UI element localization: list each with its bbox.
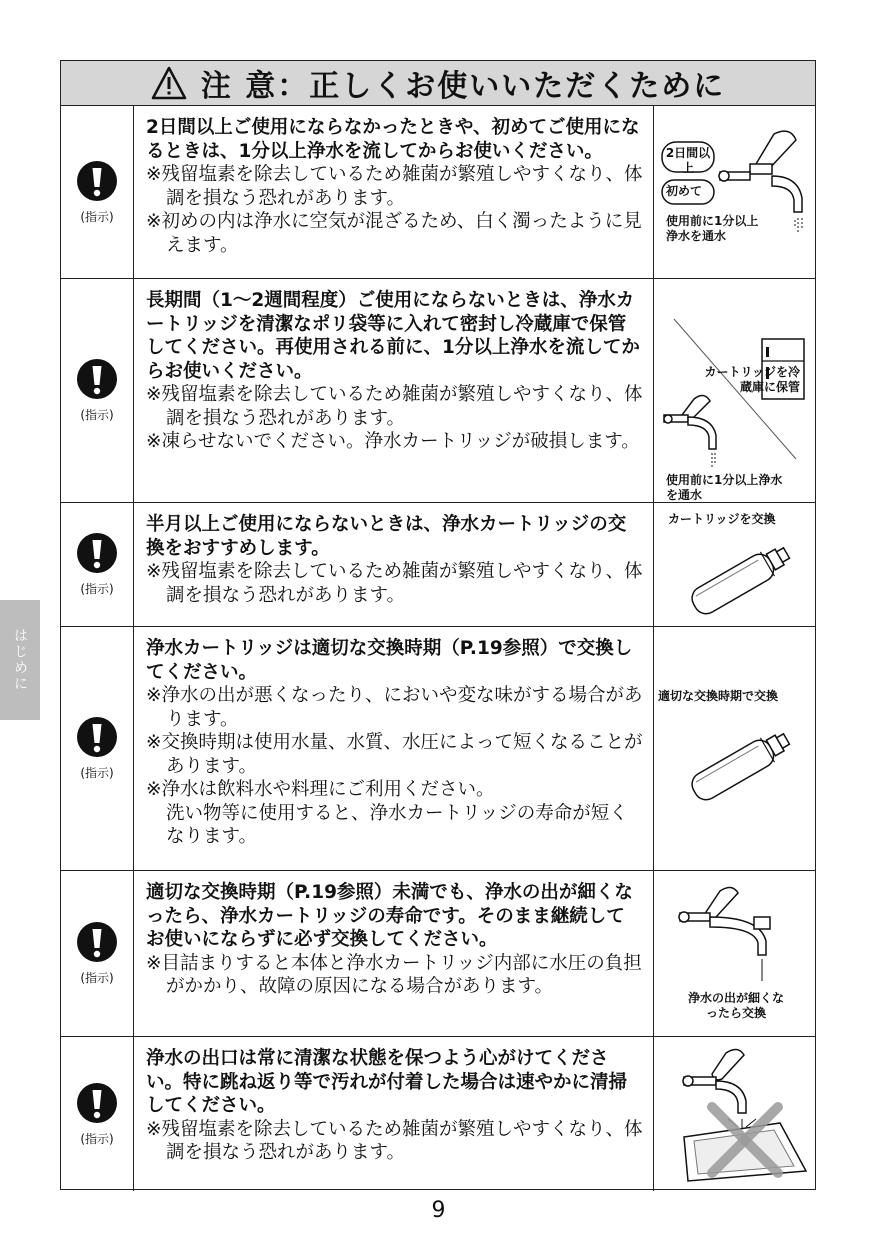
caution-row-2	[61, 279, 815, 503]
instruction-label: (指示)	[80, 582, 114, 596]
row-text	[133, 1037, 654, 1191]
caution-table	[60, 60, 816, 1190]
instruction-icon-cell	[61, 627, 134, 870]
row-illustration	[654, 627, 815, 870]
row-note: ※初めの内は浄水に空気が混ざるため、白く濁ったように見えます。	[146, 211, 642, 256]
cartridge-illustration	[654, 503, 816, 627]
instruction-icon-cell	[61, 871, 134, 1036]
row-illustration	[654, 106, 815, 278]
row-note: ※浄水の出が悪くなったり、においや変な味がする場合があります。	[146, 685, 643, 730]
row-note: ※交換時期は使用水量、水質、水圧によって短くなることがあります。	[146, 732, 643, 777]
instruction-label: (指示)	[80, 408, 114, 422]
row-main-text: 浄水の出口は常に清潔な状態を保つよう心がけてください。特に跳ね返り等で汚れが付着した場合は速やかに清掃してください。	[146, 1048, 628, 1116]
instruction-icon-cell	[61, 503, 134, 626]
caution-row-3	[61, 503, 815, 627]
row-note: ※残留塩素を除去しているため雑菌が繁殖しやすくなり、体調を損なう恐れがあります。	[146, 561, 643, 606]
instruction-label: (指示)	[80, 766, 114, 780]
warning-triangle-icon	[151, 66, 187, 100]
row-text	[133, 627, 654, 870]
sink-splash-illustration	[654, 1037, 816, 1191]
instruction-icon-cell	[61, 279, 134, 502]
exclamation-icon	[76, 532, 118, 574]
row-note: ※目詰まりすると本体と浄水カートリッジ内部に水圧の負担がかかり、故障の原因になる場合があります。	[146, 952, 642, 997]
instruction-label: (指示)	[80, 209, 114, 224]
illustration-caption: カートリッジを交換	[668, 512, 776, 526]
exclamation-icon	[76, 1082, 118, 1124]
instruction-icon-cell	[61, 1037, 134, 1191]
page-number: 9	[431, 1198, 446, 1223]
caution-row-5	[61, 871, 815, 1037]
illustration-caption: 浄水の出が細くなったら交換	[688, 991, 785, 1020]
caution-header	[61, 61, 815, 106]
illustration-caption-top: カートリッジを冷蔵庫に保管	[704, 365, 800, 394]
row-note-continued: 洗い物等に使用すると、浄水カートリッジの寿命が短くなります。	[166, 802, 628, 847]
exclamation-icon	[76, 358, 118, 400]
row-note: ※浄水は飲料水や料理にご利用ください。	[146, 779, 495, 800]
side-tab	[0, 600, 40, 720]
bubble-first-time: 初めて	[666, 184, 703, 198]
instruction-label: (指示)	[80, 1131, 114, 1146]
row-text	[133, 106, 654, 278]
caution-row-1	[61, 106, 815, 279]
exclamation-icon	[76, 716, 118, 758]
row-text	[133, 503, 654, 626]
row-illustration	[654, 1037, 815, 1191]
exclamation-icon	[76, 921, 118, 963]
row-illustration	[654, 503, 815, 626]
illustration-caption-bottom: 使用前に1分以上浄水を通水	[666, 473, 783, 502]
caution-row-4	[61, 627, 815, 871]
illustration-caption: 使用前に1分以上浄水を通水	[666, 214, 759, 243]
row-main-text: 浄水カートリッジは適切な交換時期（P.19参照）で交換してください。	[146, 638, 633, 683]
row-note: ※凍らせないでください。浄水カートリッジが破損します。	[146, 431, 640, 452]
row-main-text: 2日間以上ご使用にならなかったときや、初めてご使用になるときは、1分以上浄水を流してからお使いください。	[146, 117, 640, 162]
exclamation-icon	[76, 160, 118, 202]
row-text	[133, 871, 654, 1036]
illustration-caption: 適切な交換時期で交換	[658, 689, 779, 703]
instruction-label: (指示)	[80, 971, 114, 985]
row-note: ※残留塩素を除去しているため雑菌が繁殖しやすくなり、体調を損なう恐れがあります。	[146, 164, 643, 209]
bubble-two-days: 2日間以上	[665, 146, 711, 175]
instruction-icon-cell	[61, 106, 134, 278]
caution-title: 注 意：正しくお使いいただくために	[200, 69, 726, 104]
row-text	[133, 279, 654, 502]
caution-row-6	[61, 1037, 815, 1191]
cartridge-illustration	[654, 627, 816, 871]
side-tab-label: はじめに	[12, 628, 28, 692]
row-note: ※残留塩素を除去しているため雑菌が繁殖しやすくなり、体調を損なう恐れがあります。	[146, 1118, 643, 1163]
row-main-text: 適切な交換時期（P.19参照）未満でも、浄水の出が細くなったら、浄水カートリッジの寿命です。そのまま継続してお使いにならずに必ず交換してください。	[146, 882, 633, 950]
row-main-text: 半月以上ご使用にならないときは、浄水カートリッジの交換をおすすめします。	[146, 514, 627, 559]
row-illustration	[654, 871, 815, 1036]
row-main-text: 長期間（1〜2週間程度）ご使用にならないときは、浄水カートリッジを清潔なポリ袋等に入れて密封し冷蔵庫で保管してください。再使用される前に、1分以上浄水を流してからお使いください。	[146, 290, 640, 382]
row-illustration	[654, 279, 815, 502]
row-note: ※残留塩素を除去しているため雑菌が繁殖しやすくなり、体調を損なう恐れがあります。	[146, 384, 643, 429]
